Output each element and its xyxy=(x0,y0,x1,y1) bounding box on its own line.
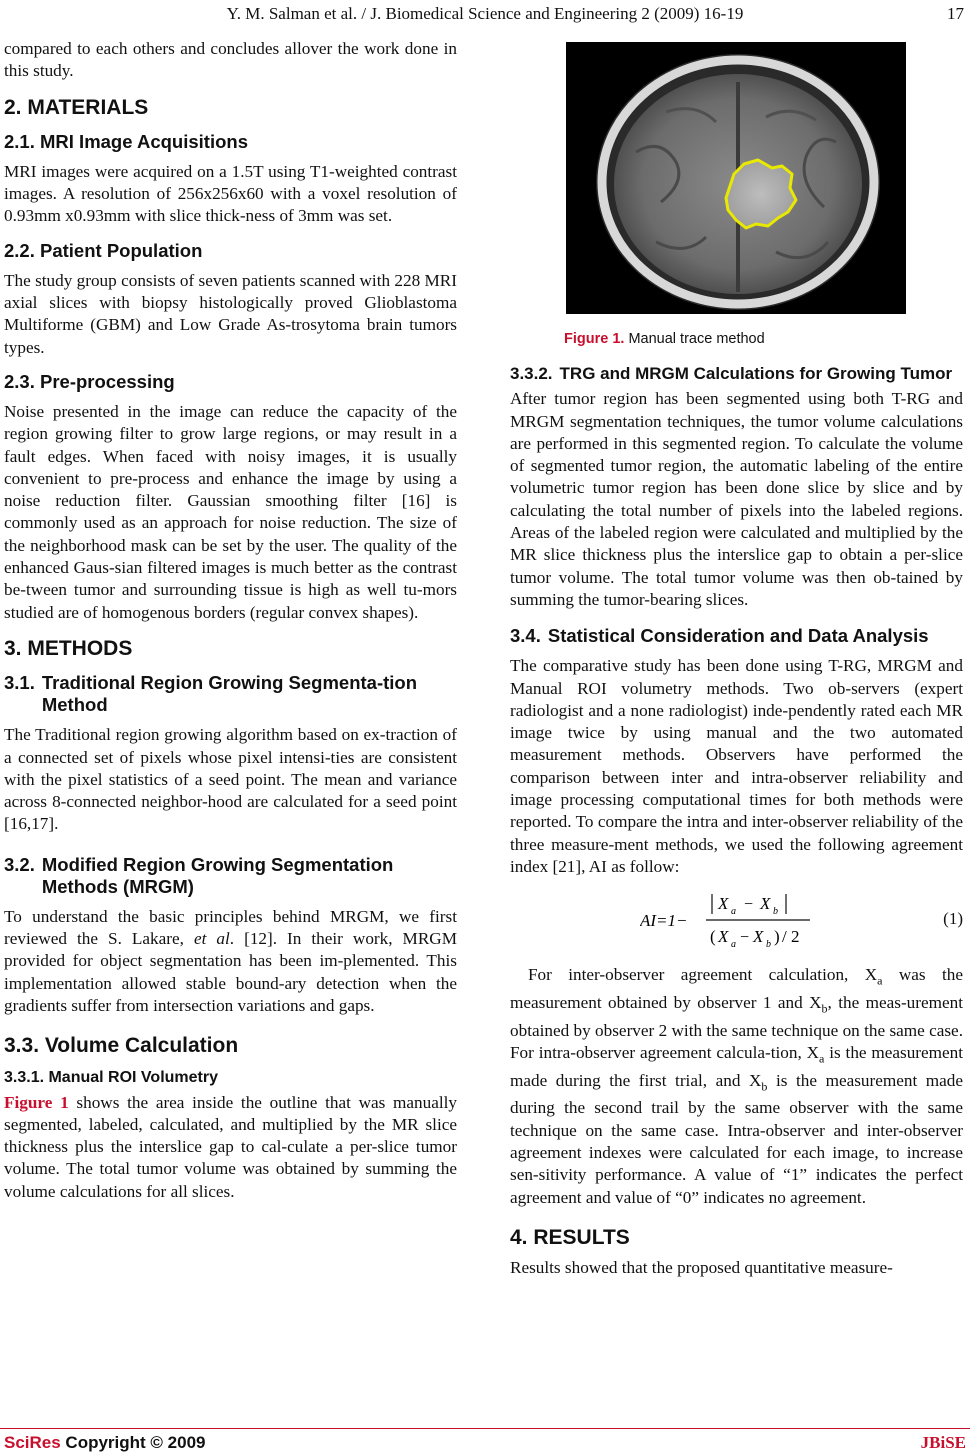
paragraph-3-1: The Traditional region growing algorithm based on ex-traction of a connected set of pixels whose pixel intensi-ties are consistent with the pixel statistics of a seed point. The mean and variance across 8-connected neighbor-hood are calculated for a seed point [16,17]. xyxy=(4,725,457,834)
inter-text-2: was the measurement obtained by observer 1 and X xyxy=(510,965,963,1012)
equation-agreement-index xyxy=(510,886,963,954)
paragraph-3-3-1-text: shows the area inside the outline that was manually segmented, labeled, calculated, and multiplied by the MR slice thickness plus the interslice gap to cal-culate a per-slice tumor volume. The total tumor volume was obtained by summing the volume calculations for all slices. xyxy=(4,1092,457,1201)
heading-3-3: 3.3. Volume Calculation xyxy=(4,1034,239,1058)
heading-2-1: 2.1. MRI Image Acquisitions xyxy=(4,130,248,152)
inter-text-5: is the measurement made during the second trail by the same observer with the same technique on the same case. Intra-observer and inter-observer agreement indexes were calculated for each image, to increase sen-sitivity performance. A value of “1” indicates the perfect agreement and value of “0” indicates no agreement. xyxy=(510,1070,964,1207)
journal-abbrev: JBiSE xyxy=(920,1433,966,1452)
heading-3-2-number: 3.2. xyxy=(4,853,35,875)
copyright-text: Copyright © 2009 xyxy=(60,1433,206,1452)
heading-3-1-text: Traditional Region Growing Segmenta-tion Method xyxy=(41,672,418,716)
eq-den-xb: X xyxy=(753,927,764,947)
eq-den-b: b xyxy=(766,939,771,951)
paragraph-3-2-part-a: To understand the basic principles behind MRGM, we first reviewed the S. Lakare, xyxy=(4,906,457,949)
page-number: 17 xyxy=(947,4,964,23)
paragraph-3-4: The comparative study has been done using T-RG, MRGM and Manual ROI volumetry methods. Two ob-servers (expert radiologist and a none radiologist) inde-pendently rated each MR image twice by using manual and the two automated measurement methods. Observers have performed the comparison between inter and intra-observer reliability and image processing computational times for both methods were reported. To compare the intra and inter-observer reliability of the three measure-ment methods, we used the following agreement index [21], AI as follow: xyxy=(510,656,963,876)
heading-3-1-number: 3.1. xyxy=(4,672,35,694)
heading-materials: 2. MATERIALS xyxy=(4,95,149,119)
heading-3-3-2-text: TRG and MRGM Calculations for Growing Tumor xyxy=(559,364,953,384)
heading-3-2-text: Modified Region Growing Segmentation Methods (MRGM) xyxy=(41,853,394,897)
paragraph-intro: compared to each others and concludes allover the work done in this study. xyxy=(4,39,457,81)
heading-3-2 xyxy=(4,854,457,898)
paragraph-2-2: The study group consists of seven patients scanned with 228 MRI axial slices with biopsy histologically proved Glioblastoma Multiforme (GBM) and Low Grade As-trosytoma brain tumors types. xyxy=(4,270,457,357)
paragraph-results: Results showed that the proposed quantitative measure- xyxy=(510,1258,893,1278)
eq-num-xb: X xyxy=(760,894,771,914)
heading-3-3-2-number: 3.3.2. xyxy=(510,364,553,384)
sub-a-2: a xyxy=(819,1051,825,1066)
sub-b-1: b xyxy=(821,1001,828,1016)
mri-brain-image xyxy=(566,42,906,314)
right-column xyxy=(510,38,963,1280)
eq-den-minus: − xyxy=(740,929,750,947)
heading-methods: 3. METHODS xyxy=(4,636,133,660)
equation-graphic xyxy=(640,886,940,954)
eq-num-minus: − xyxy=(744,896,754,914)
heading-results: 4. RESULTS xyxy=(510,1225,630,1249)
heading-3-4-text: Statistical Consideration and Data Analysis xyxy=(547,625,929,647)
heading-3-3-2 xyxy=(510,364,963,384)
figure-mri-scan xyxy=(566,42,906,314)
paragraph-3-2 xyxy=(4,906,457,1017)
page-footer xyxy=(0,1428,970,1453)
heading-3-1 xyxy=(4,672,457,716)
paragraph-inter-observer xyxy=(510,964,963,1209)
inter-text-1: For inter-observer agreement calculation, X xyxy=(528,965,878,985)
heading-3-3-1: 3.3.1. Manual ROI Volumetry xyxy=(4,1068,218,1086)
paragraph-3-3-2: After tumor region has been segmented using both T-RG and MRGM segmentation techniques, the tumor volume calculations are performed in this segmented region. To calculate the volume of segmented tumor region, the automatic labeling of the entire volumetric tumor region has been done slice by slice and by calculating the total number of pixels into the labeled regions. Areas of the labeled region were calculated and multiplied by the MR slice thickness plus the interslice gap to obtain a per-slice tumor volume. The total tumor volume was then ob-tained by summing the tumor-bearing slices. xyxy=(510,389,963,609)
paragraph-3-2-part-b: . [12]. In their work, MRGM provided for object segmentation has been im-plemented. This implementation allowed stable bound-ary detection when the gradients suffer from intersection variations and gaps. xyxy=(4,929,458,1015)
eq-den-xa: X xyxy=(718,927,729,947)
figure-1-link[interactable]: Figure 1 xyxy=(4,1092,69,1112)
paragraph-2-1: MRI images were acquired on a 1.5T using T1-weighted contrast images. A resolution of 256x256x60 with a voxel resolution of 0.93mm x0.93mm with slice thick-ness of 3mm was set. xyxy=(4,161,457,226)
et-al: et al xyxy=(193,929,230,949)
paragraph-3-3-1 xyxy=(4,1092,457,1203)
left-column xyxy=(4,38,457,1203)
figure-caption-text: Manual trace method xyxy=(624,331,765,347)
heading-2-2: 2.2. Patient Population xyxy=(4,239,203,261)
eq-den-lparen: ( xyxy=(710,927,716,947)
equation-number: (1) xyxy=(943,909,963,929)
eq-den-a: a xyxy=(731,939,736,951)
running-header xyxy=(0,4,970,24)
heading-3-4 xyxy=(510,625,963,647)
paragraph-2-3: Noise presented in the image can reduce the capacity of the region growing filter to grow large regions, or may result in a fault edges. When faced with noisy images, it is usually convenient to pre-process and enhance the image by using a noise reduction filter. Gaussian smoothing filter [16] is commonly used as an approach for noise reduction. The size of the neighborhood mask can be set by the user. The quality of the enhanced Gaus-sian filtered images is much better as the contrast be-tween tumor and surrounding tissue is high as well tu-mors studied are of homogenous borders (regular convex shapes). xyxy=(4,401,457,622)
figure-label: Figure 1. xyxy=(564,331,625,347)
running-head: Y. M. Salman et al. / J. Biomedical Science and Engineering 2 (2009) 16-19 xyxy=(226,4,744,23)
heading-3-4-number: 3.4. xyxy=(510,625,541,647)
figure-caption xyxy=(564,328,963,350)
eq-den-rparen: ) xyxy=(774,927,780,947)
sub-a-1: a xyxy=(877,973,883,988)
publisher-brand: SciRes xyxy=(4,1433,61,1452)
inter-text-4: is the measurement made during the first trial, and X xyxy=(510,1043,964,1090)
footer-copyright xyxy=(4,1433,206,1453)
sub-b-2: b xyxy=(761,1079,768,1094)
eq-num-a: a xyxy=(731,906,736,918)
eq-lhs: AI=1− xyxy=(640,911,688,931)
eq-num-xa: X xyxy=(718,894,729,914)
heading-2-3: 2.3. Pre-processing xyxy=(4,370,175,392)
inter-text-3: , the meas-urement obtained by observer 2 with the same technique on the same case. For intra-observer agreement calcula-tion, X xyxy=(510,992,963,1062)
eq-den-div2: / 2 xyxy=(782,927,800,947)
eq-num-b: b xyxy=(773,906,778,918)
